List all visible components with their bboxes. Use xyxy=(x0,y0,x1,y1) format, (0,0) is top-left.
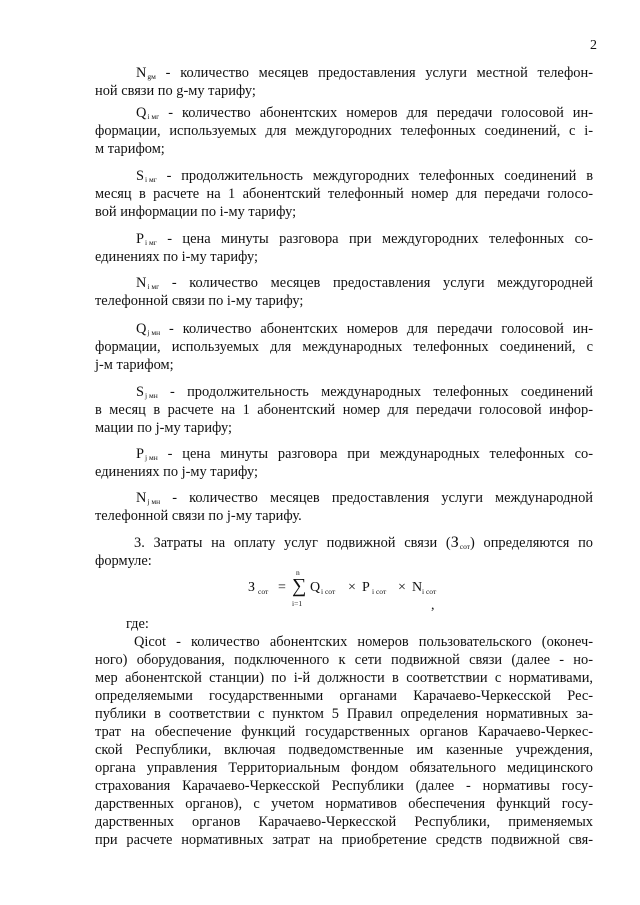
body-line: ской Республики, включая подведомственные им казенные учреждения, xyxy=(95,742,593,758)
symbol: $З_{сот}$ xyxy=(450,534,471,551)
body-line: трат на обеспечение функций государственных органов Карачаево-Черкес- xyxy=(95,724,593,740)
def-line: формации, используемых для международных телефонных соединений, с xyxy=(95,339,593,355)
body-line: дарственных органов), с учетом нормативов обеспечения функций госу- xyxy=(95,796,593,812)
formula-term-p: P xyxy=(362,580,370,595)
symbol: $S_{i мг}$ xyxy=(136,168,157,184)
def-line: $S_{j мн}$ - продолжительность международных телефонных соединений xyxy=(136,383,593,405)
def-line: телефонной связи по j-му тарифу. xyxy=(95,508,302,524)
body-line: мер абонентской станции) по i-й должности в соответствии с нормативами, xyxy=(95,670,593,686)
def-line: мации по j-му тарифу; xyxy=(95,420,232,436)
body-line: Qicot - количество абонентских номеров пользовательского (оконеч- xyxy=(134,634,593,650)
formula-lhs: З xyxy=(248,580,256,595)
section-3-intro: 3. Затраты на оплату услуг подвижной связи $(З_{сот})$ определяются по xyxy=(134,534,593,556)
body-line: страхования Карачаево-Черкесской Республики (далее - нормативы госу- xyxy=(95,778,593,794)
def-line: формации, используемых для междугородних телефонных соединений, с i- xyxy=(95,123,593,139)
formula-sum: ∑ xyxy=(292,575,307,597)
body-line: публики в соответствии с пунктом 5 Правил определения нормативных за- xyxy=(95,706,593,722)
symbol: $P_{i мг}$ xyxy=(136,231,157,247)
def-line: $Q_{j мн}$ - количество абонентских номеров для передачи голосовой ин- xyxy=(136,320,593,342)
symbol: $P_{j мн}$ xyxy=(136,446,158,462)
body-line: при расчете нормативных затрат на приобретение средств подвижной свя- xyxy=(95,832,593,848)
def-line: $P_{j мн}$ - цена минуты разговора при международных телефонных со- xyxy=(136,445,593,467)
def-line: $N_{j мн}$ - количество месяцев предоставления услуги международной xyxy=(136,489,593,511)
formula-times: × xyxy=(398,580,406,595)
formula-sum-top: n xyxy=(296,568,300,577)
def-line: ной связи по g-му тарифу; xyxy=(95,83,256,99)
formula-term-q-sub: i сот xyxy=(321,587,336,596)
def-line: вой информации по i-му тарифу; xyxy=(95,204,297,220)
body-line: органа управления Территориальным фондом обязательного медицинского xyxy=(95,760,593,776)
def-line: в месяц в расчете на 1 абонентский номер для передачи голосовой инфор- xyxy=(95,402,593,418)
def-line: телефонной связи по i-му тарифу; xyxy=(95,293,304,309)
symbol: $N_{gм}$ xyxy=(136,65,156,81)
section-3-intro-cont: формуле: xyxy=(95,553,152,569)
formula-comma: , xyxy=(431,598,435,613)
body-line: определяемыми государственными органами Карачаево-Черкесской Рес- xyxy=(95,688,593,704)
symbol: $S_{j мн}$ xyxy=(136,384,158,400)
formula-sum-bottom: i=1 xyxy=(292,599,303,608)
body-line: ного) оборудования, подключенного к сети подвижной связи (далее - но- xyxy=(95,652,593,668)
def-line: $S_{i мг}$ - продолжительность междугородних телефонных соединений в xyxy=(136,167,593,189)
formula-term-n: N xyxy=(412,580,423,595)
symbol: $N_{i мг}$ xyxy=(136,275,160,291)
symbol: $N_{j мн}$ xyxy=(136,490,161,506)
formula xyxy=(248,568,448,613)
def-line: единениях по j-му тарифу; xyxy=(95,464,259,480)
formula-term-n-sub: i сот xyxy=(422,587,437,596)
def-line: м тарифом; xyxy=(95,141,165,157)
formula-term-q: Q xyxy=(310,580,321,595)
def-line: $Q_{i мг}$ - количество абонентских номеров для передачи голосовой ин- xyxy=(136,104,593,126)
formula-lhs-sub: сот xyxy=(258,587,269,596)
where-label: где: xyxy=(126,616,149,632)
body-line: дарственных органов Карачаево-Черкесской Республики, применяемых xyxy=(95,814,593,830)
symbol: $Q_{i мг}$ xyxy=(136,105,160,121)
def-line: $N_{i мг}$ - количество месяцев предоставления услуги междугородней xyxy=(136,274,593,296)
def-line: месяц в расчете на 1 абонентский телефонный номер для передачи голосо- xyxy=(95,186,593,202)
formula-term-p-sub: i сот xyxy=(372,587,387,596)
def-line: единениях по i-му тарифу; xyxy=(95,249,259,265)
formula-equals: = xyxy=(278,580,286,595)
def-line: j-м тарифом; xyxy=(95,357,174,373)
def-line: $N_{gм}$ - количество месяцев предоставления услуги местной телефон- xyxy=(136,64,593,86)
symbol: $Q_{j мн}$ xyxy=(136,321,161,337)
def-line: $P_{i мг}$ - цена минуты разговора при междугородних телефонных со- xyxy=(136,230,593,252)
formula-times: × xyxy=(348,580,356,595)
page-number: 2 xyxy=(590,38,597,53)
